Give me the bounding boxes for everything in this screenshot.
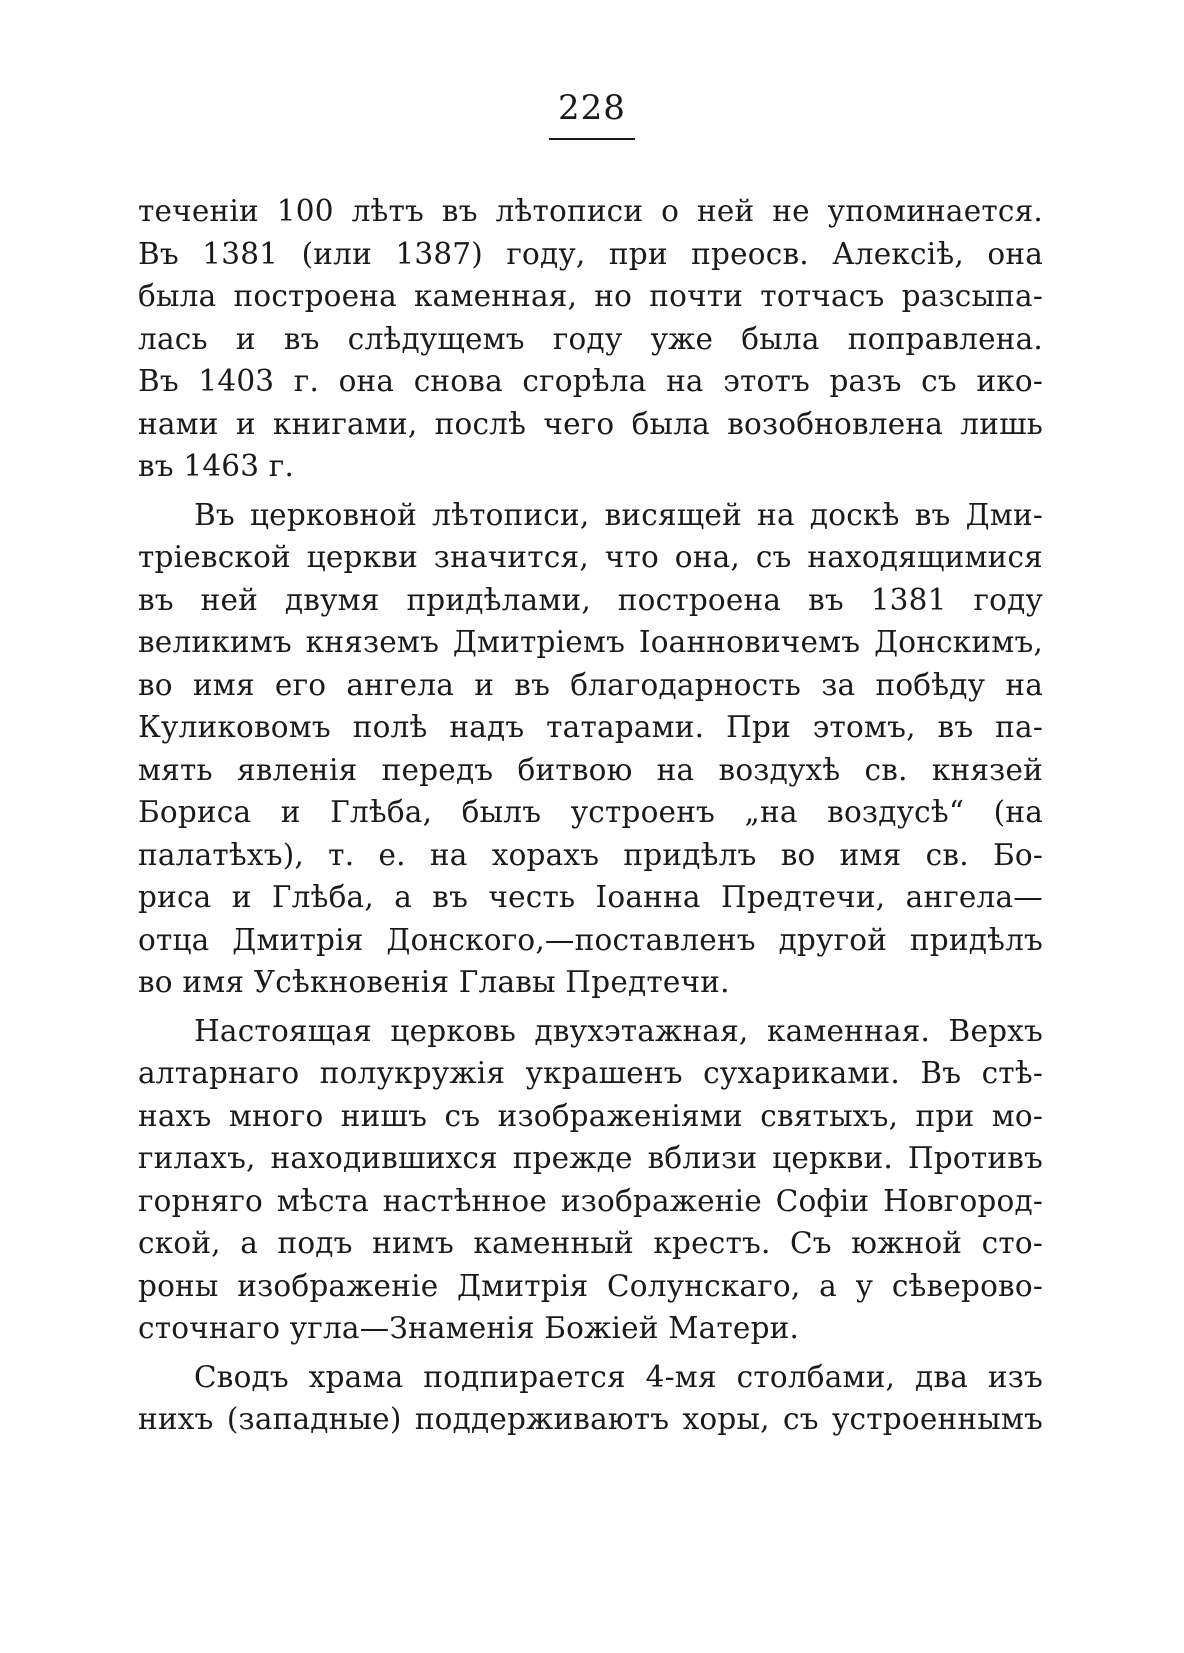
text-line: ской, а подъ нимъ каменный крестъ. Съ южной сто- xyxy=(138,1226,1043,1260)
text-line: въ ней двумя придѣлами, построена въ 1381 году xyxy=(138,582,1043,617)
text-line: Сводъ храма подпирается 4-мя столбами, два изъ xyxy=(194,1359,1043,1394)
text-line: Куликовомъ полѣ надъ татарами. При этомъ, въ па- xyxy=(138,710,1043,744)
text-line: Настоящая церковь двухэтажная, каменная. Верхъ xyxy=(194,1013,1043,1048)
text-line: горняго мѣста настѣнное изображеніе Софіи Новгород- xyxy=(138,1183,1043,1218)
text-line: риса и Глѣба, а въ честь Іоанна Предтечи, ангела— xyxy=(138,880,1043,914)
text-line: во имя Усѣкновенія Главы Предтечи. xyxy=(138,965,730,999)
text-line: Въ 1403 г. она снова сгорѣла на этотъ разъ съ ико- xyxy=(138,364,1043,398)
paragraph-2 xyxy=(138,494,1043,1004)
text-line: гилахъ, находившихся прежде вблизи церкви. Противъ xyxy=(138,1141,1043,1175)
text-line: алтарнаго полукружія украшенъ сухариками. Въ стѣ- xyxy=(138,1056,1043,1090)
text-line: нахъ много нишъ съ изображеніями святыхъ, при мо- xyxy=(138,1098,1043,1133)
text-line: нами и книгами, послѣ чего была возобновлена лишь xyxy=(138,406,1043,441)
text-line: роны изображеніе Дмитрія Солунскаго, а у сѣверово- xyxy=(138,1268,1043,1303)
text-line: въ 1463 г. xyxy=(138,449,295,483)
text-line: нихъ (западные) поддерживаютъ хоры, съ устроеннымъ xyxy=(138,1402,1043,1436)
body-text xyxy=(138,190,1043,1441)
text-line: отца Дмитрія Донского,—поставленъ другой придѣлъ xyxy=(138,922,1043,957)
text-line: тріевской церкви значится, что она, съ находящимися xyxy=(138,540,1043,574)
text-line: лась и въ слѣдущемъ году уже была поправлена. xyxy=(138,321,1043,356)
text-line: мять явленія передъ битвою на воздухѣ св. князей xyxy=(138,752,1043,787)
text-line: теченіи 100 лѣтъ въ лѣтописи о ней не упоминается. xyxy=(138,194,1043,228)
page-number: 228 xyxy=(558,88,626,128)
paragraph-3 xyxy=(138,1010,1043,1350)
paragraph-4 xyxy=(138,1356,1043,1441)
text-line: сточнаго угла—Знаменія Божіей Матери. xyxy=(138,1311,800,1345)
paragraph-1 xyxy=(138,190,1043,488)
text-line: была построена каменная, но почти тотчасъ разсыпа- xyxy=(138,279,1043,313)
text-line: во имя его ангела и въ благодарность за побѣду на xyxy=(138,667,1043,702)
page-number-rule xyxy=(549,138,635,140)
text-line: великимъ княземъ Дмитріемъ Іоанновичемъ Донскимъ, xyxy=(138,625,1043,659)
text-line: Бориса и Глѣба, былъ устроенъ „на воздусѣ“ (на xyxy=(138,795,1043,829)
text-line: Въ 1381 (или 1387) году, при преосв. Алексіѣ, она xyxy=(138,236,1043,271)
text-line: Въ церковной лѣтописи, висящей на доскѣ въ Дми- xyxy=(194,497,1043,532)
text-line: палатѣхъ), т. е. на хорахъ придѣлъ во имя св. Бо- xyxy=(138,837,1043,872)
